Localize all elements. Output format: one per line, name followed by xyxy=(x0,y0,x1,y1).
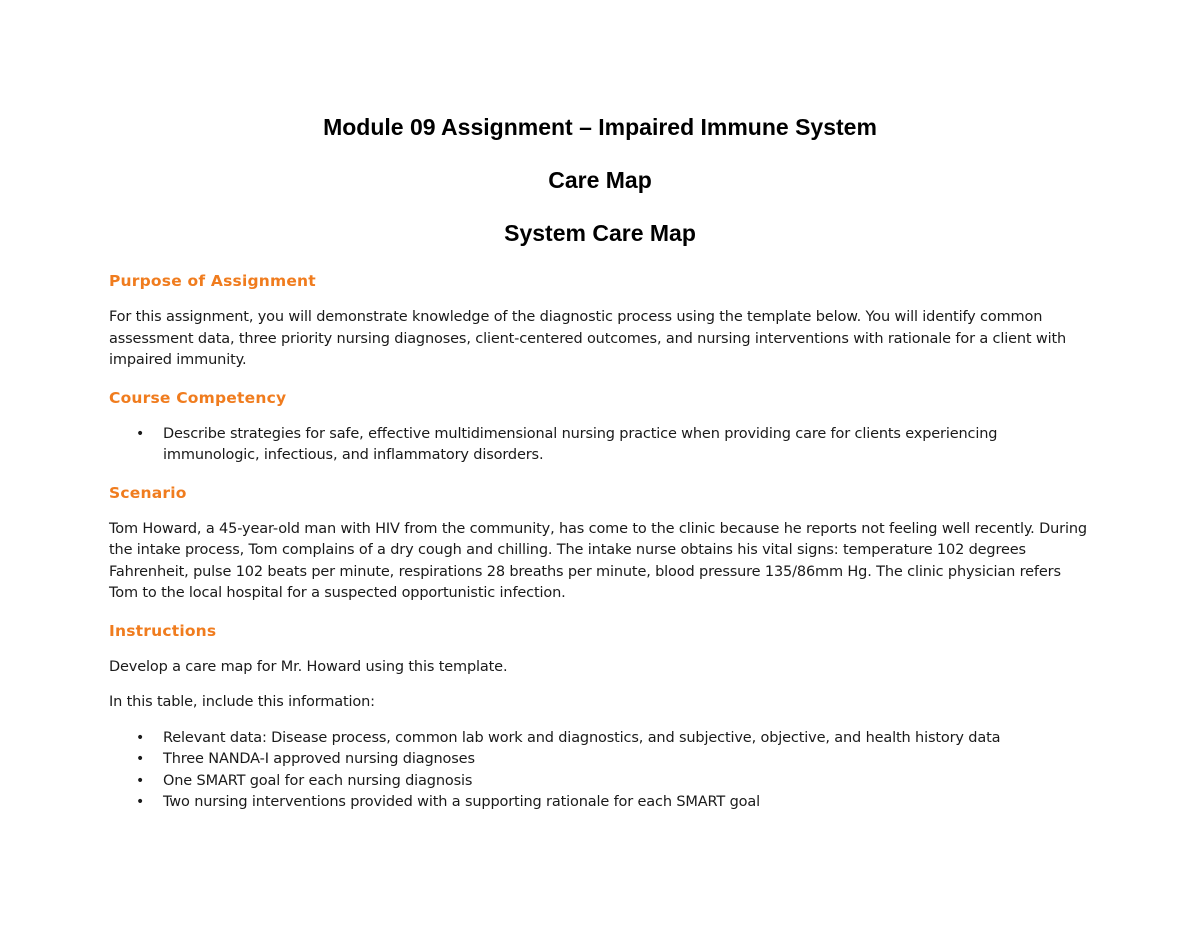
competency-item-text: Describe strategies for safe, effective multidimensional nursing practice when providing care for clients experiencing immunologic, infectious, and inflammatory disorders. xyxy=(163,425,998,463)
bullet-icon: • xyxy=(136,751,145,767)
scenario-text: Tom Howard, a 45-year-old man with HIV from the community, has come to the clinic because he reports not feeling well recently. During the intake process, Tom complains of a dry cough and chilling. The intake nurse obtains his vital signs: temperature 102 degrees Fahrenheit, pulse 102 beats per minute, respirations 28 breaths per minute, blood pressure 135/86mm Hg. The clinic physician refers Tom to the local hospital for a suspected opportunistic infection. xyxy=(109,520,1087,601)
purpose-text: For this assignment, you will demonstrate knowledge of the diagnostic process using the template below. You will identify common assessment data, three priority nursing diagnoses, client-centered outcomes, and nursing interventions with rationale for a client with impaired immunity. xyxy=(109,309,1067,368)
list-item xyxy=(109,424,1089,467)
instructions-line-2: In this table, include this information: xyxy=(109,694,375,710)
bullet-icon: • xyxy=(136,425,145,442)
list-item xyxy=(109,771,1089,793)
list-item xyxy=(109,792,1089,814)
document-subtitle-system-care-map: System Care Map xyxy=(504,220,696,246)
competency-list xyxy=(109,424,1089,467)
bullet-icon: • xyxy=(136,772,145,789)
competency-heading: Course Competency xyxy=(109,388,287,407)
instructions-item-text: One SMART goal for each nursing diagnosis xyxy=(163,772,473,789)
bullet-icon: • xyxy=(136,729,145,746)
list-item xyxy=(109,728,1089,750)
purpose-heading: Purpose of Assignment xyxy=(109,272,316,290)
scenario-heading: Scenario xyxy=(109,483,187,502)
bullet-icon: • xyxy=(136,794,145,810)
instructions-item-text: Three NANDA-I approved nursing diagnoses xyxy=(163,751,475,767)
instructions-list xyxy=(109,728,1089,814)
document-body xyxy=(109,269,1089,828)
document-subtitle-care-map: Care Map xyxy=(548,167,652,193)
instructions-item-text: Two nursing interventions provided with a supporting rationale for each SMART goal xyxy=(163,794,760,810)
instructions-heading: Instructions xyxy=(109,621,217,640)
list-item xyxy=(109,749,1089,771)
instructions-item-text: Relevant data: Disease process, common lab work and diagnostics, and subjective, objective, and health history data xyxy=(163,729,1001,746)
document-title: Module 09 Assignment – Impaired Immune System xyxy=(323,114,877,140)
instructions-line-1: Develop a care map for Mr. Howard using this template. xyxy=(109,658,508,675)
